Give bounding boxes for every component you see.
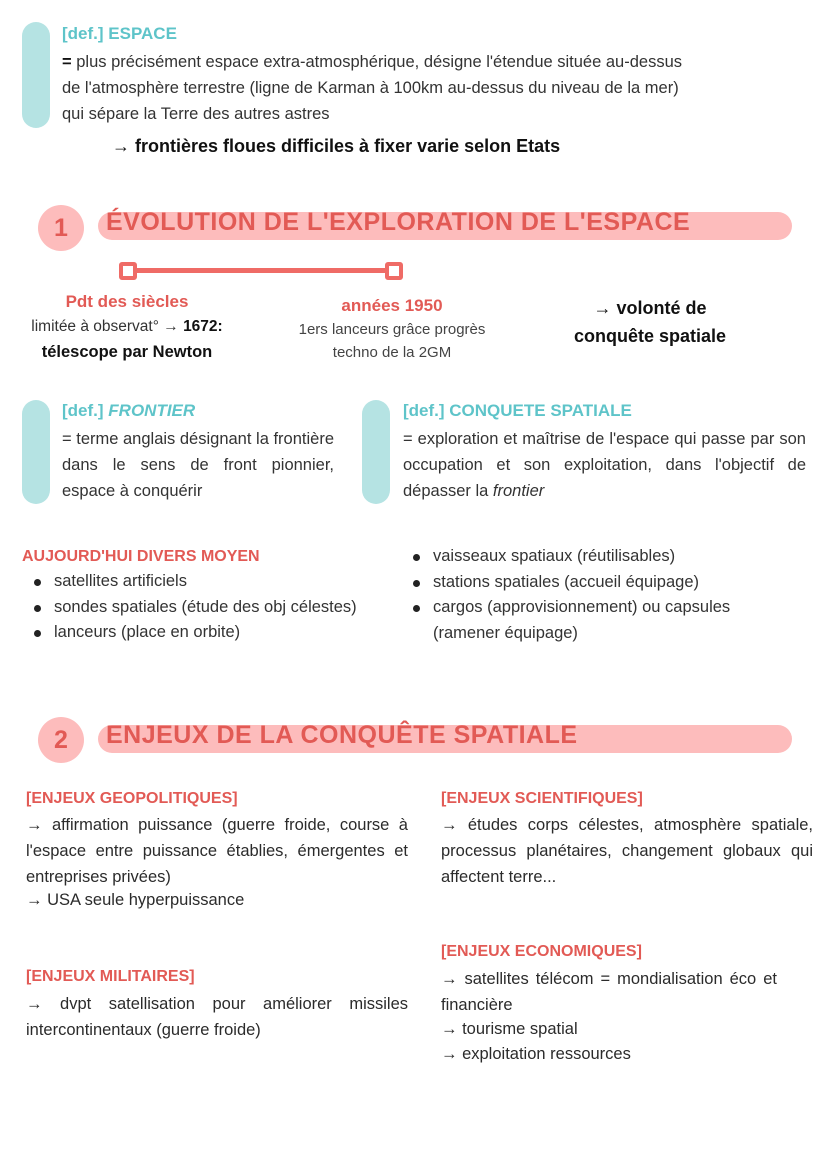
enjeux-eco-line3: → exploitation ressources [441, 1045, 631, 1063]
timeline-col2 [270, 294, 514, 364]
list-item: stations spatiales (accueil équipage) [405, 570, 775, 596]
timeline-col1-title: Pdt des siècles [65, 292, 189, 311]
def-espace-title: [def.] ESPACE [62, 24, 177, 43]
def-espace-text [62, 49, 822, 127]
moyens-title: AUJOURD'HUI DIVERS MOYEN [22, 548, 260, 565]
timeline-col3 [540, 294, 760, 350]
def-espace-line1: plus précisément espace extra-atmosphérique, désigne l'étendue située au-dessus [76, 53, 682, 71]
section1-title: ÉVOLUTION DE L'EXPLORATION DE L'ESPACE [106, 208, 691, 236]
def-conquete-text-main: = exploration et maîtrise de l'espace qui passe par son occupation et son exploitation, dans l'objectif de dépasser la [403, 430, 806, 500]
def-conquete-text [403, 426, 806, 504]
def-espace-bar [22, 22, 50, 128]
enjeux-geo-line2: → USA seule hyperpuissance [26, 891, 245, 909]
timeline-col2-line2: techno de la 2GM [332, 344, 452, 361]
def-espace-equals: = [62, 53, 77, 71]
def-frontier-text: = terme anglais désignant la frontière dans le sens de front pionnier, espace à conquérir [62, 430, 334, 500]
enjeux-sci-text: → études corps célestes, atmosphère spatiale, processus planétaires, changement globaux qui affectent terre... [441, 816, 813, 886]
timeline-col3-line2: conquête spatiale [573, 326, 727, 346]
timeline-col1 [4, 290, 250, 364]
enjeux-eco-text: → satellites télécom = mondialisation éco et financière [441, 970, 777, 1014]
def-espace-conclusion: → frontières floues difficiles à fixer varie selon Etats [112, 136, 561, 156]
section1-number: 1 [38, 205, 84, 251]
list-item: lanceurs (place en orbite) [26, 620, 396, 646]
def-espace-line3: qui sépare la Terre des autres astres [62, 105, 330, 123]
def-conquete-bar [362, 400, 390, 504]
timeline-node-1 [119, 262, 137, 280]
enjeux-eco-title: [ENJEUX ECONOMIQUES] [441, 943, 642, 960]
timeline-col2-title: années 1950 [341, 296, 443, 315]
def-conquete-title: [def.] CONQUETE SPATIALE [403, 401, 632, 420]
list-item: vaisseaux spatiaux (réutilisables) [405, 544, 775, 570]
def-frontier-bar [22, 400, 50, 504]
def-frontier-title-prefix: [def.] [62, 401, 109, 420]
enjeux-eco-line2: → tourisme spatial [441, 1020, 578, 1038]
section2-title: ENJEUX DE LA CONQUÊTE SPATIALE [106, 721, 578, 749]
def-frontier-title [62, 401, 195, 421]
timeline-line [128, 268, 394, 273]
timeline-node-2 [385, 262, 403, 280]
list-item: satellites artificiels [26, 569, 396, 595]
def-conquete-text-italic: frontier [492, 482, 545, 500]
timeline-col2-line1: 1ers lanceurs grâce progrès [298, 321, 486, 338]
def-espace-line2: de l'atmosphère terrestre (ligne de Karman à 100km au-dessus du niveau de la mer) [62, 79, 679, 97]
list-item: sondes spatiales (étude des obj célestes) [26, 595, 396, 621]
timeline-col1-line1: limitée à observat° → [31, 318, 184, 335]
moyens-right-list [405, 544, 775, 646]
enjeux-mil-text: → dvpt satellisation pour améliorer missiles intercontinentaux (guerre froide) [26, 995, 408, 1039]
moyens-left-list [26, 569, 396, 646]
enjeux-geo-title: [ENJEUX GEOPOLITIQUES] [26, 790, 238, 807]
timeline-col3-line1: → volonté de [593, 298, 707, 318]
timeline-col1-line2: télescope par Newton [41, 343, 213, 361]
list-item: cargos (approvisionnement) ou capsules (ramener équipage) [405, 595, 775, 646]
enjeux-sci-title: [ENJEUX SCIENTIFIQUES] [441, 790, 643, 807]
enjeux-mil-title: [ENJEUX MILITAIRES] [26, 968, 195, 985]
section2-number: 2 [38, 717, 84, 763]
def-frontier-title-italic: FRONTIER [108, 401, 196, 420]
enjeux-geo-text: → affirmation puissance (guerre froide, course à l'espace entre puissance établies, émergentes et entreprises privées) [26, 816, 408, 886]
timeline-col1-year: 1672: [183, 318, 223, 335]
